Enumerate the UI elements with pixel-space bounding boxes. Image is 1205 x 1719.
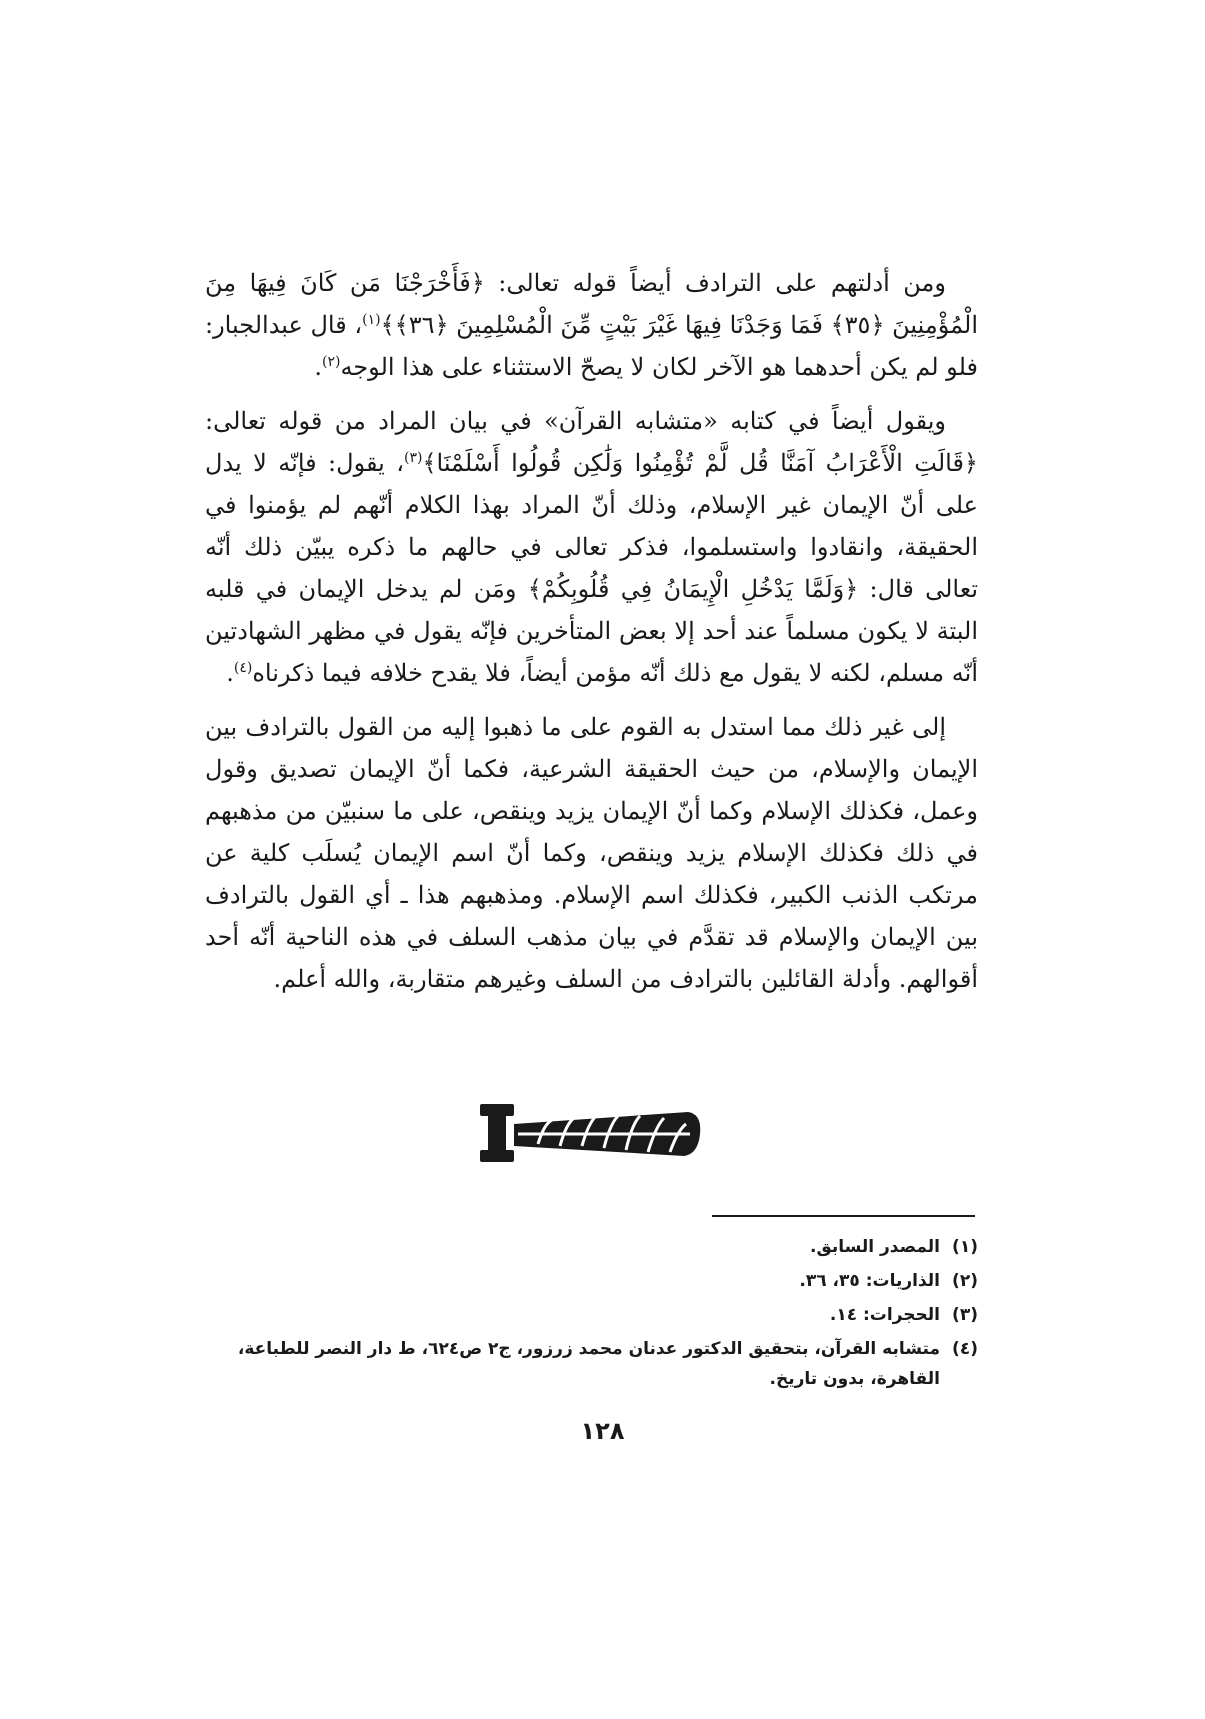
footnote-number: (٤) [952, 1339, 978, 1359]
footnote-3 [205, 1300, 978, 1330]
footnote-2 [205, 1266, 978, 1296]
footnote-ref-2: (٢) [322, 354, 341, 370]
footnote-4 [205, 1334, 978, 1394]
footnote-text: متشابه القرآن، بتحقيق الدكتور عدنان محمد زرزور، ج٢ ص٦٢٤، ط دار النصر للطباعة، القاهرة، بدون تاريخ. [237, 1339, 940, 1389]
footnote-ref-1: (١) [362, 312, 381, 328]
footnote-number: (١) [952, 1237, 978, 1257]
page-number: ١٢٨ [580, 1417, 625, 1445]
footnote-ref-3: (٣) [403, 450, 423, 466]
footnote-number: (٢) [952, 1271, 978, 1291]
footnote-1 [205, 1232, 978, 1262]
footnote-number: (٣) [952, 1305, 978, 1325]
footnote-text: الذاريات: ٣٥، ٣٦. [799, 1271, 940, 1291]
footnote-ref-4: (٤) [233, 660, 253, 676]
footnote-text: المصدر السابق. [810, 1237, 940, 1257]
paragraph-1 [205, 262, 978, 388]
paragraph-2-text-a: ويقول أيضاً في كتابه «متشابه القرآن» في بيان المراد من قوله تعالى: ﴿قَالَتِ الْأَعْرَابُ آمَنَّا قُل لَّمْ تُؤْمِنُوا وَلَٰكِن قُولُوا أَسْلَمْنَا﴾ [205, 407, 978, 477]
paragraph-2 [205, 400, 978, 694]
paragraph-3: إلى غير ذلك مما استدل به القوم على ما ذهبوا إليه من القول بالترادف بين الإيمان والإسلام، من حيث الحقيقة الشرعية، فكما أنّ الإيمان تصديق وقول وعمل، فكذلك الإسلام وكما أنّ الإيمان يزيد وينقص، على ما سنبيّن من مذهبهم في ذلك فكذلك الإسلام يزيد وينقص، وكما أنّ اسم الإيمان يُسلَب كلية عن مرتكب الذنب الكبير، فكذلك اسم الإسلام. ومذهبهم هذا ـ أي القول بالترادف بين الإيمان والإسلام قد تقدَّم في بيان مذهب السلف في هذه الناحية أنّه أحد أقوالهم. وأدلة القائلين بالترادف من السلف وغيرهم متقاربة، والله أعلم. [205, 713, 978, 993]
footnotes [205, 1232, 978, 1398]
main-text [205, 262, 978, 1012]
paragraph-2-text-c: . [226, 659, 234, 687]
paragraph-1-text-c: . [314, 353, 322, 381]
paragraph-1-text-b: ، قال عبدالجبار: فلو لم يكن أحدهما هو الآخر لكان لا يصحّ الاستثناء على هذا الوجه [205, 311, 978, 381]
quill-pen-ornament-icon [478, 1094, 704, 1172]
footnote-text: الحجرات: ١٤. [829, 1305, 940, 1325]
paragraph-1-text-a: ومن أدلتهم على الترادف أيضاً قوله تعالى: ﴿فَأَخْرَجْنَا مَن كَانَ فِيهَا مِنَ الْمُؤْمِنِينَ ﴿٣٥﴾ فَمَا وَجَدْنَا فِيهَا غَيْرَ بَيْتٍ مِّنَ الْمُسْلِمِينَ ﴿٣٦﴾﴾ [205, 269, 978, 339]
footnote-divider [712, 1215, 975, 1217]
paragraph-2-text-b: ، يقول: فإنّه لا يدل على أنّ الإيمان غير الإسلام، وذلك أنّ المراد بهذا الكلام أنّهم لم يؤمنوا في الحقيقة، وانقادوا واستسلموا، فذكر تعالى في حالهم ما ذكره يبيّن ذلك أنّه تعالى قال: ﴿وَلَمَّا يَدْخُلِ الْإِيمَانُ فِي قُلُوبِكُمْ﴾ ومَن لم يدخل الإيمان في قلبه البتة لا يكون مسلماً عند أحد إلا بعض المتأخرين فإنّه يقول في مظهر الشهادتين أنّه مسلم، لكنه لا يقول مع ذلك أنّه مؤمن أيضاً، فلا يقدح خلافه فيما ذكرناه [205, 449, 978, 687]
